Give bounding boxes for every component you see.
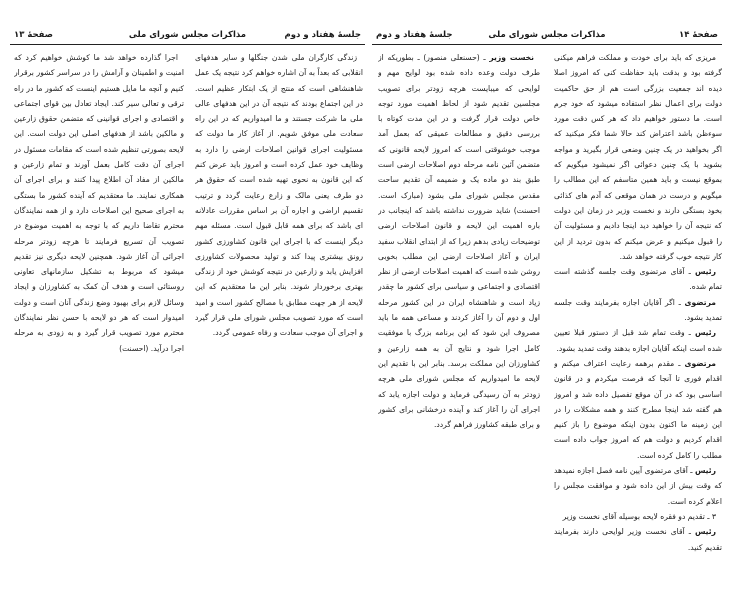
text-column [378, 50, 540, 596]
text-column [195, 50, 363, 596]
paragraph-text: وقت تمام شد قبل از دستور قبلا تعیین شده است اینکه آقایان اجازه بدهند وقت تمدید بشود. [554, 328, 722, 353]
speaker-name: رئیس [694, 527, 716, 537]
right-page [372, 28, 722, 596]
paragraph: مرتضوی ـ اگر آقایان اجازه بفرمایند وقت جلسه تمدید بشود. [554, 297, 722, 323]
paragraph-text: ۳ ـ تقدیم دو فقره لایحه بوسیله آقای نخست وزیر [562, 511, 716, 521]
paragraph [554, 509, 722, 524]
speaker-name: مرتضوی [684, 358, 716, 368]
paragraph-text: زندگی کارگران ملی شدن جنگلها و سایر هدفهای انقلابی که بعداً به آن اشاره خواهم کرد نتیجه یک عمل شاهنشاهی است که منتج از یک ابتکار عظیم است. در این اجتماع بودند که نتیجه آن در این هدفهای عالی ملی ما شرکت جستند و ما امیدواریم که در این راه سعادت ملی موفق شویم. از آغاز کار ما دولت که مسئولیت اجرای قوانین اصلاحات ارضی را دارد به وظایف خود عمل کرده است و امروز باید عرض کنم که این قانون به نحوی تهیه شده است که حقوق هر دو طرف یعنی مالک و زارع رعایت گردد و ترتیب تقسیم اراضی و اجاره آن بر اساس مقررات عادلانه ای باشد که برای همه قابل قبول است. مسئله مهم دیگر اینست که با اجرای این قانون کشاورزی کشور رونق بیشتری پیدا کند و تولید محصولات کشاورزی افزایش یابد و زارعین در نتیجه کوشش خود از زندگی بهتری برخوردار شوند. بنابر این ما معتقدیم که این لایحه از هر جهت مطابق با مصالح کشور است و امید است که مورد تصویب مجلس شورای ملی قرار گیرد و اجرای آن موجب سعادت و رفاه عمومی گردد. [195, 53, 363, 338]
paragraph-text: آقای نخست وزیر لوایحی دارند بفرمایند تقدیم کنید. [554, 527, 722, 552]
paragraph-text: مریزی که باید برای خودت و مملکت فراهم میکنی گرفته بود و بدقت باید حفاظت کنی که امروز اصلا دیده اند جمعیت بزرگی است هم از حق حاکمیت دولت برای اعمال نظر استفاده میشود که خود جرم است. ما دستور خواهیم داد که هر کس دقت مورد سوءظن باشد اعتراض کند حالا شما فکر میکنید که اگر بخواهید در یک چنین وضعی قرار بگیرید و مواجه بشوید با یک چنین دعوائی اگر نمیشود میگویم که بموقع نیست و باید همین متاسفم که این مطالب را میگویم و درست در همان موقعی که آدم های کذائی بخود بستگی دارند و نخست وزیر در زمان این دولت که نتیجه آن را خواهید دید اینجا دادیم و مسئولیت آن را قبول میکنیم و عرض میکنم که بدون تردید از این کار نتیجه خوب گرفته خواهد شد. [554, 53, 722, 261]
speaker-name: مرتضوی [684, 297, 716, 307]
paragraph: رئیس ـ آقای مرتضوی آیین نامه فصل اجازه نمیدهد که وقت بیش از این داده شود و موافقت مجلس را اعلام کرده است. [554, 466, 722, 506]
paragraph [14, 50, 184, 356]
session-title: جلسهٔ هفتاد و دوم [284, 30, 361, 40]
left-page [10, 28, 365, 596]
speaker-name: رئیس [694, 328, 717, 338]
page-number: صفحهٔ ۱۳ [14, 30, 53, 40]
paragraph: رئیس ـ آقای مرتضوی وقت جلسه گذشته است تمام شده. [554, 267, 722, 292]
paragraph-text: اگر آقایان اجازه بفرمایند وقت جلسه تمدید بشود. [554, 297, 722, 323]
running-title: مذاکرات مجلس شورای ملی [488, 30, 606, 40]
running-title: مذاکرات مجلس شورای ملی [128, 30, 247, 40]
page-header [10, 28, 365, 45]
speaker-name: نخست وزیر [489, 53, 534, 62]
text-column [554, 50, 722, 596]
paragraph-text: (حسنعلی منصور) ـ بطوریکه از طرف دولت وعده داده شده بود لوایح مهم و لوایحی که میبایست هرچه زودتر برای تصویب مجلسین تقدیم شود از لحاظ اهمیت مورد توجه خاص دولت قرار گرفت و در این مدت کوتاه با بررسی دقیق و مطالعات عمیقی که بعمل آمد موجب خوشوقتی است که امروز لایحه قانونی که متضمن آئین نامه مرحله دوم اصلاحات ارضی است طبق بند دو ماده یک و ضمیمه آن تقدیم ساحت مقدس مجلس شورای ملی بشود (مبارک است. احسنت) شاید ضرورت نداشته باشد که اینجانب در باره اهمیت این لایحه و قانون اصلاحات ارضی توضیحات زیادی بدهم زیرا که از ابتدای انقلاب سفید ایران و آغاز اصلاحات ارضی این مطلب بخوبی روشن شده است که اهمیت اصلاحات ارضی از نظر اقتصادی و اجتماعی و سیاسی برای کشور ما چقدر زیاد است و شاهنشاه ایران در این کشور مرحله اول و دوم آن را آغاز کردند و مساعی همه ما باید مصروف این شود که این برنامه بزرگ با موفقیت کامل اجرا شود و نتایج آن به همه زارعین و کشاورزان این مملکت برسد. بنابر این با تقدیم این لایحه ما امیدواریم که مجلس شورای ملی هرچه زودتر به آن رسیدگی فرماید و دولت اجازه یابد که اجرای آن را آغاز کند و آینده درخشانی برای کشور و برای طبقه کشاورز فراهم گردد. [378, 53, 540, 430]
speaker-name: رئیس [694, 267, 716, 277]
paragraph-text: آقای مرتضوی آیین نامه فصل اجازه نمیدهد که وقت بیش از این داده شود و موافقت مجلس را اعلام کرده است. [554, 466, 722, 506]
paragraph: مرتضوی ـ مقدم برهمه رعایت اعتراف میکنم و اقدام فوری تا آنجا که فرصت میکردم و در قانون اساسی بود که در آن موقع تفصیل داده شد و امروز هم گفته شد اینجا مطرح کنند و همه مشکلات را در این زمینه ما اکنون بدون اینکه موضوع را باز کنیم اقدام کردیم و دولت هم که امروز جواب داده است مطلب را کامل کرده است. [554, 358, 722, 460]
page-number: صفحهٔ ۱۴ [679, 30, 718, 40]
paragraph-text: آقای مرتضوی وقت جلسه گذشته است تمام شده. [554, 267, 722, 292]
paragraph: نخست وزیر ـ (حسنعلی منصور) ـ بطوریکه از طرف دولت وعده داده شده بود لوایح مهم و لوایحی که میبایست هرچه زودتر برای تصویب مجلسین تقدیم شود از لحاظ اهمیت مورد توجه خاص دولت قرار گرفت و در این مدت کوتاه با بررسی دقیق و مطالعات عمیقی که بعمل آمد موجب خوشوقتی است که امروز لایحه قانونی که متضمن آئین نامه مرحله دوم اصلاحات ارضی است طبق بند دو ماده یک و ضمیمه آن تقدیم ساحت مقدس مجلس شورای ملی بشود (مبارک است. احسنت) شاید ضرورت نداشته باشد که اینجانب در باره اهمیت این لایحه و قانون اصلاحات ارضی توضیحات زیادی بدهم زیرا که از ابتدای انقلاب سفید ایران و آغاز اصلاحات ارضی این مطلب بخوبی روشن شده است که اهمیت اصلاحات ارضی از نظر اقتصادی و اجتماعی و سیاسی برای کشور ما چقدر زیاد است و شاهنشاه ایران در این کشور مرحله اول و دوم آن را آغاز کردند و مساعی همه ما باید مصروف این شود که این برنامه بزرگ با موفقیت کامل اجرا شود و نتایج آن به همه زارعین و کشاورزان این مملکت برسد. بنابر این با تقدیم این لایحه ما امیدواریم که مجلس شورای ملی هرچه زودتر به آن رسیدگی فرماید و دولت اجازه یابد که اجرای آن را آغاز کند و آینده درخشانی برای کشور و برای طبقه کشاورز فراهم گردد. [378, 53, 540, 430]
paragraph: رئیس ـ وقت تمام شد قبل از دستور قبلا تعیین شده است اینکه آقایان اجازه بدهند وقت تمدید بشود. [554, 328, 722, 353]
paragraph-text: اجرا گذارده خواهد شد ما کوشش خواهیم کرد که امنیت و اطمینان و آرامش را در سراسر کشور برقرار کنیم و آنچه ما مایل هستیم اینست که کشور ما در راه ترقی و تعالی سیر کند. ایجاد تعادل بین قوای اجتماعی و اقتصادی و اجرای قوانینی که متضمن حقوق زارعین و مالکین باشد از هدفهای اصلی این دولت است. این لایحه بصورتی تنظیم شده است که مقامات مسئول در اجرای آن دقت کامل بعمل آورند و تمام زارعین و مالکین از مفاد آن اطلاع پیدا کنند و برای اجرای آن همکاری نمایند. ما معتقدیم که آینده کشور ما بستگی به اجرای صحیح این اصلاحات دارد و از همه نمایندگان محترم تقاضا داریم که با توجه به اهمیت موضوع در تصویب آن تسریع فرمایند تا هرچه زودتر مرحله اجرائی آن آغاز شود. همچنین لایحه دیگری نیز تقدیم میشود که مربوط به تشکیل سازمانهای تعاونی روستائی است و هدف آن کمک به کشاورزان و ایجاد وسائل لازم برای بهبود وضع زندگی آنان است و دولت امیدوار است که هر دو لایحه با حسن نظر نمایندگان محترم مورد تصویب قرار گیرد و به زودی به مرحله اجرا درآید. (احسنت) [14, 53, 184, 353]
session-title: جلسهٔ هفتاد و دوم [376, 30, 453, 40]
text-column [14, 50, 184, 596]
page-header [372, 28, 722, 45]
paragraph [554, 50, 722, 264]
speaker-name: رئیس [694, 466, 716, 476]
paragraph [195, 50, 363, 341]
paragraph-text: مقدم برهمه رعایت اعتراف میکنم و اقدام فوری تا آنجا که فرصت میکردم و در قانون اساسی بود که در آن موقع تفصیل داده شد و امروز هم گفته شد اینجا مطرح کنند و همه مشکلات را در این زمینه ما اکنون بدون اینکه موضوع را باز کنیم اقدام کردیم و دولت هم که امروز جواب داده است مطلب را کامل کرده است. [554, 358, 722, 460]
paragraph: رئیس ـ آقای نخست وزیر لوایحی دارند بفرمایند تقدیم کنید. [554, 527, 722, 552]
